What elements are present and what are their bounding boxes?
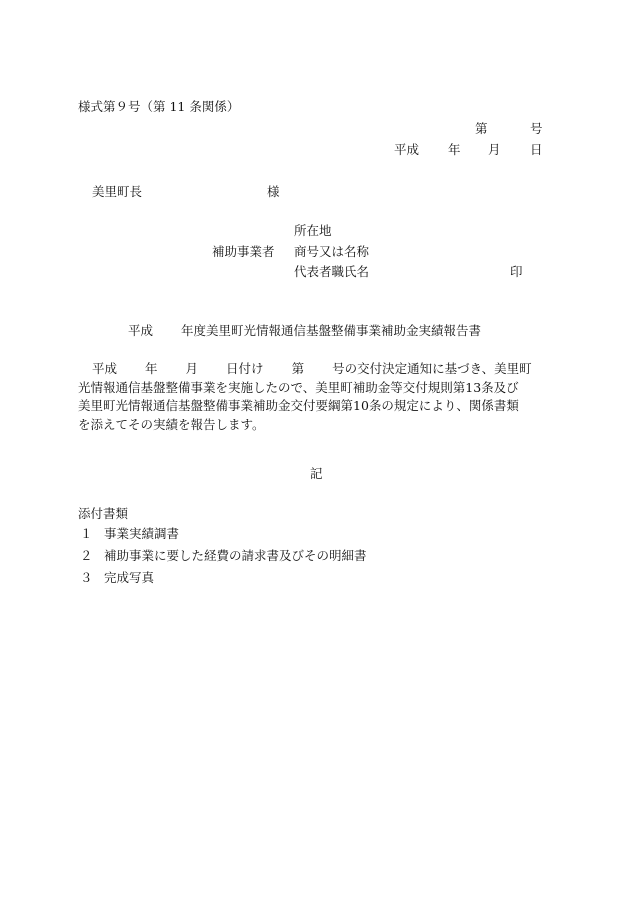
attachment-item: ３ <box>80 570 93 585</box>
doc-number-suffix: 号 <box>530 121 543 136</box>
body-line-2: 光情報通信基盤整備事業を実施したので、美里町補助金等交付規則第13条及び <box>78 379 519 395</box>
note-mark: 記 <box>310 466 323 481</box>
attachments-heading: 添付書類 <box>78 506 129 521</box>
attachment-item: １ <box>80 526 93 541</box>
title-era: 平成 <box>128 323 154 338</box>
attachment-item: ２ <box>80 548 93 563</box>
attachment-item-text: 事業実績調書 <box>104 526 180 541</box>
representative-label: 代表者職氏名 <box>294 264 370 279</box>
applicant-role-label: 補助事業者 <box>212 244 275 259</box>
doc-number-prefix: 第 <box>475 121 488 136</box>
attachment-item-text: 完成写真 <box>104 570 155 585</box>
body-line-4: を添えてその実績を報告します。 <box>78 416 265 432</box>
addressee-honorific: 様 <box>267 184 280 199</box>
date-day: 日 <box>530 142 543 157</box>
body-line-1: 平成 年 月 日付け 第 号の交付決定通知に基づき、美里町 <box>92 361 532 376</box>
body-line-3: 美里町光情報通信基盤整備事業補助金交付要綱第10条の規定により、関係書類 <box>78 398 519 413</box>
document-title: 年度美里町光情報通信基盤整備事業補助金実績報告書 <box>181 323 482 338</box>
seal-mark: 印 <box>510 264 523 279</box>
address-label: 所在地 <box>294 223 332 238</box>
attachment-item-text: 補助事業に要した経費の請求書及びその明細書 <box>104 548 367 563</box>
body-paragraph <box>78 360 556 434</box>
date-era: 平成 <box>394 142 420 157</box>
addressee-name: 美里町長 <box>92 184 143 199</box>
date-year: 年 <box>448 142 461 157</box>
date-month: 月 <box>488 142 501 157</box>
company-name-label: 商号又は名称 <box>294 244 370 259</box>
form-number: 様式第９号（第 11 条関係） <box>78 99 240 114</box>
